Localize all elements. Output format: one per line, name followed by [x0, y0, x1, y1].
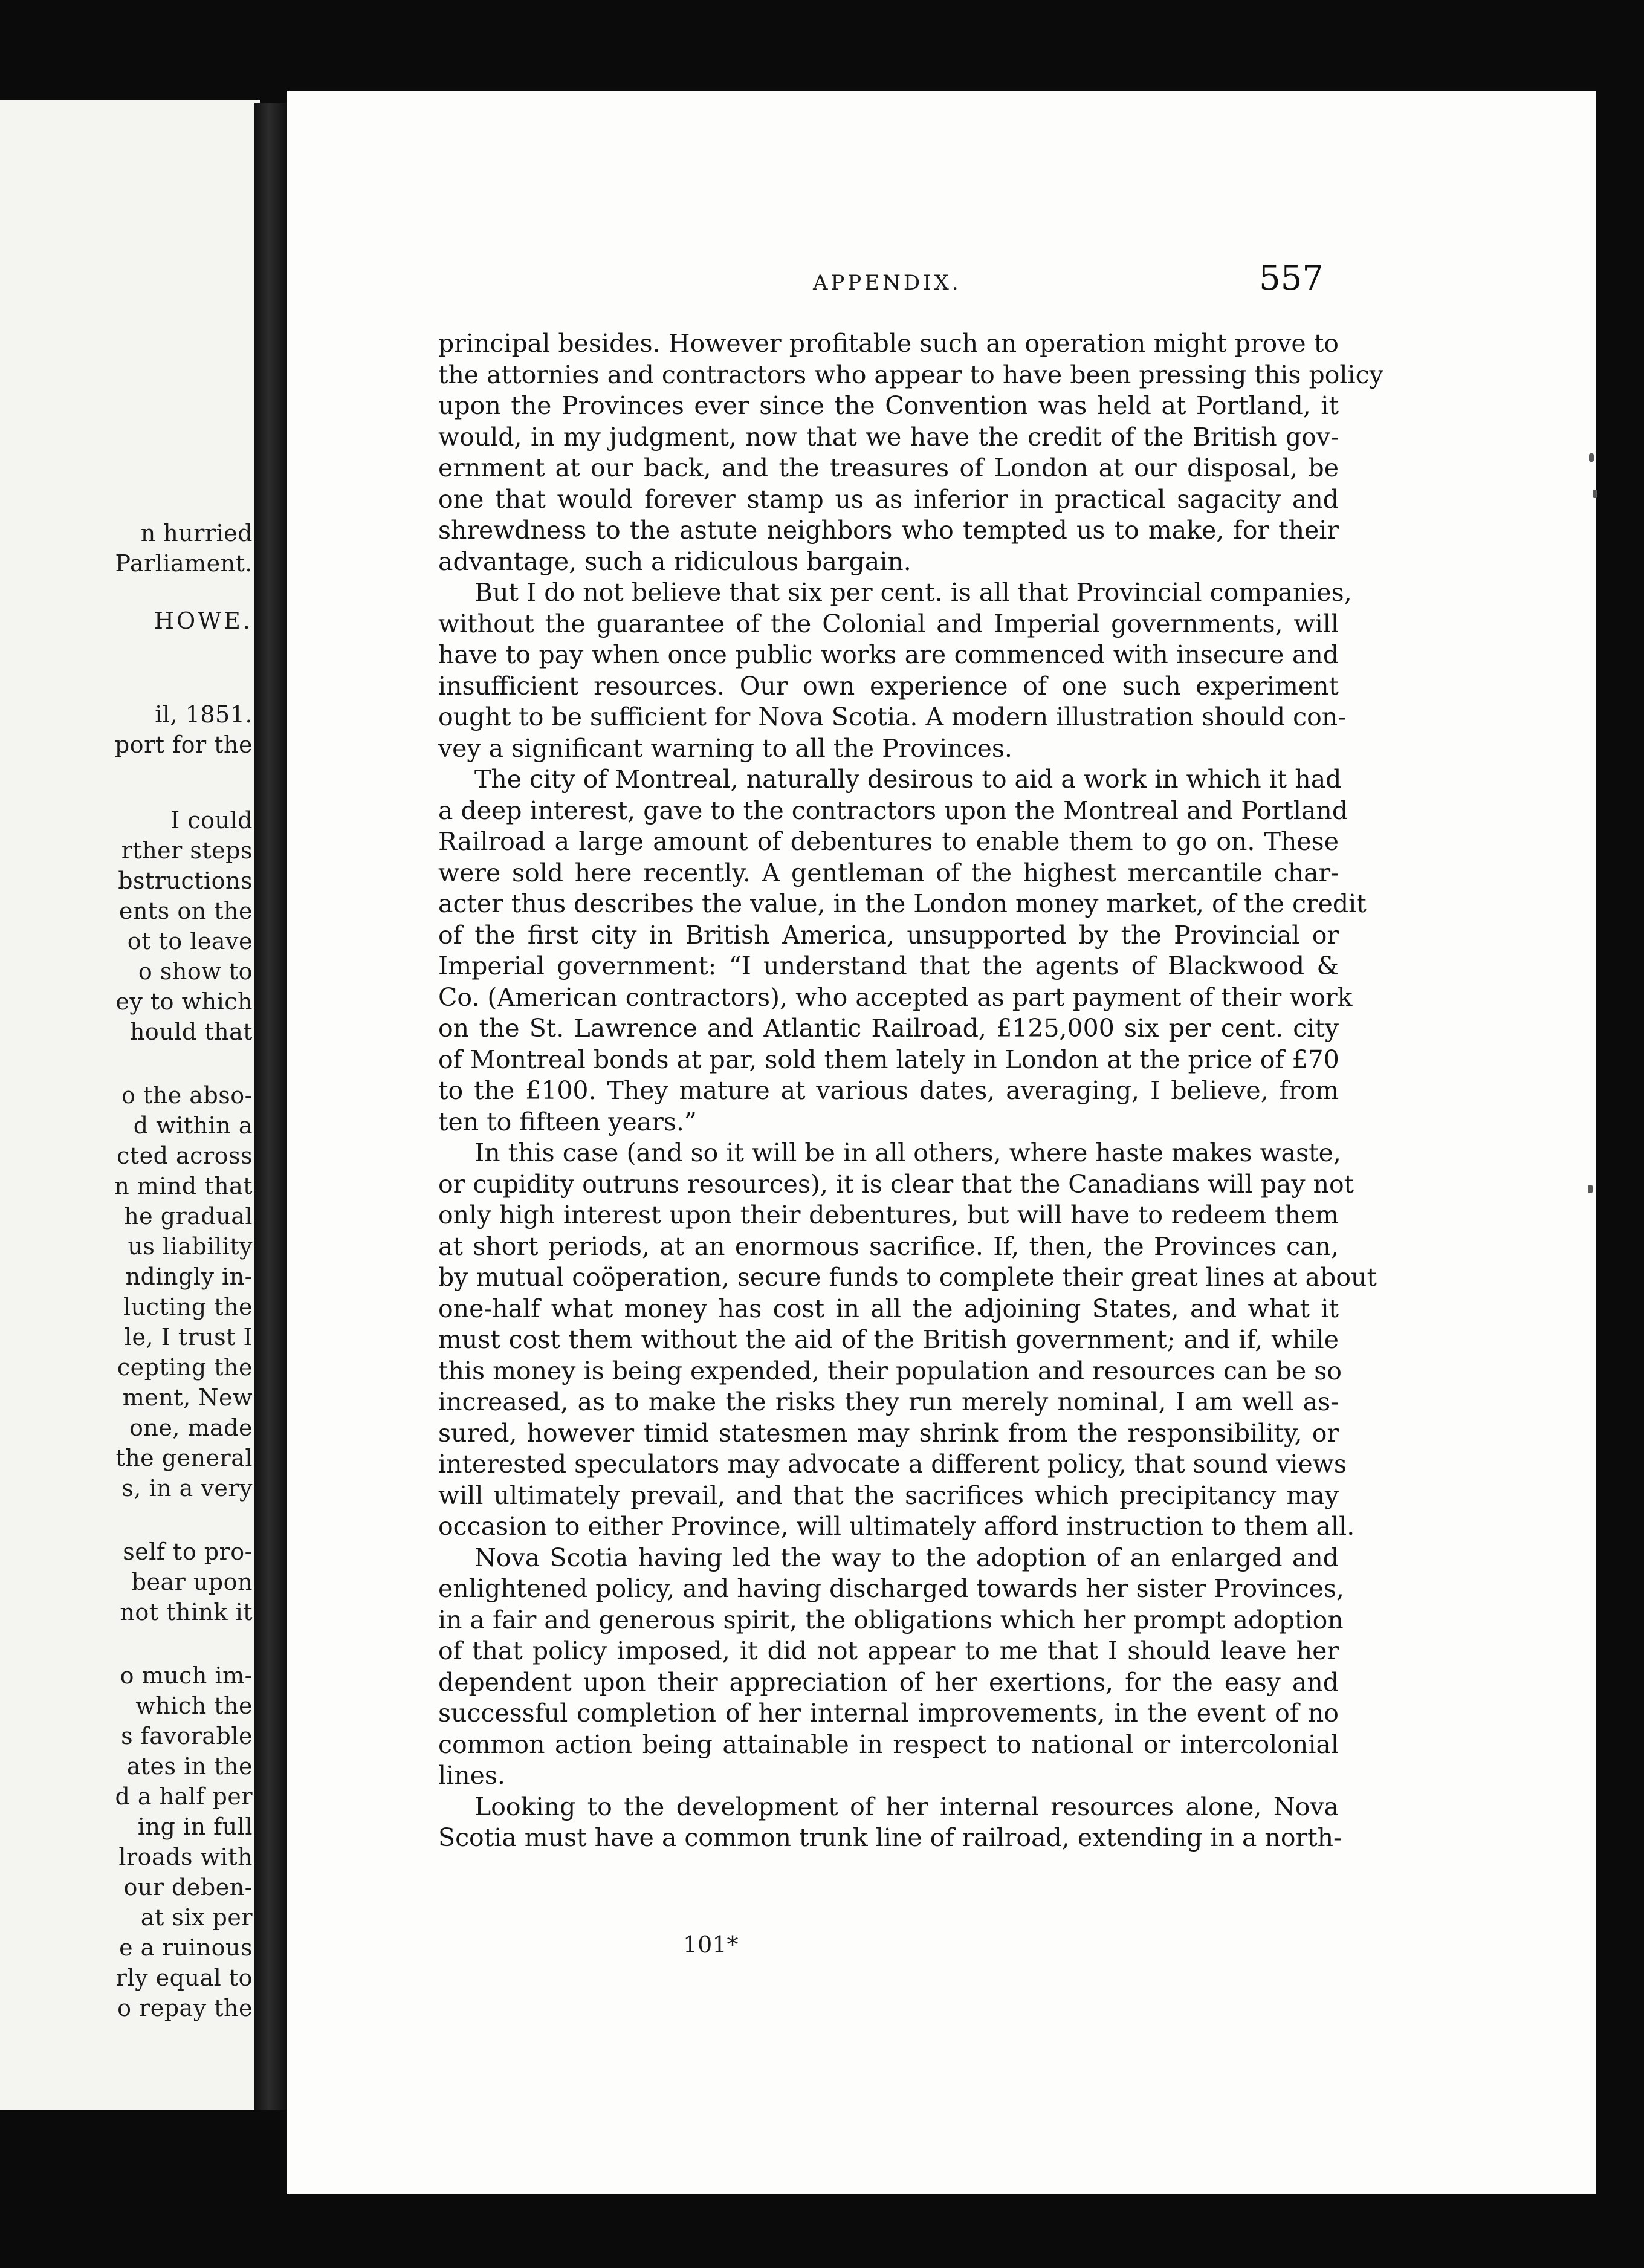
text-line: advantage, such a ridiculous bargain. — [438, 546, 911, 576]
text-line: dependent upon their appreciation of her exertions, for the easy and — [438, 1667, 1339, 1697]
left-line: one, made — [129, 1414, 253, 1441]
left-line: lroads with — [118, 1844, 253, 1870]
left-line: ot to leave — [127, 928, 253, 954]
left-line: our deben- — [123, 1874, 253, 1900]
text-line: will ultimately prevail, and that the sacrifices which precipitancy may — [438, 1480, 1339, 1510]
left-line: ates in the — [126, 1753, 253, 1780]
left-line: rly equal to — [115, 1965, 253, 1991]
text-line: Imperial government: “I understand that the agents of Blackwood & — [438, 951, 1339, 980]
text-line: interested speculators may advocate a different policy, that sound views — [438, 1450, 1347, 1479]
edge-speck — [1593, 490, 1597, 498]
left-line: he gradual — [124, 1203, 253, 1230]
text-line: upon the Provinces ever since the Convention was held at Portland, it — [438, 391, 1339, 420]
text-line: vey a significant warning to all the Provinces. — [438, 733, 1012, 763]
left-line: il, 1851. — [155, 701, 253, 728]
text-line: The city of Montreal, naturally desirous to aid a work in which it had — [474, 765, 1342, 794]
left-line: hould that — [129, 1019, 253, 1045]
left-line: d within a — [133, 1112, 253, 1139]
text-line: or cupidity outruns resources), it is clear that the Canadians will pay not — [438, 1169, 1354, 1199]
book-gutter — [254, 103, 287, 2110]
text-line: Railroad a large amount of debentures to enable them to go on. These — [438, 827, 1339, 856]
left-line: le, I trust I — [124, 1324, 253, 1350]
left-line: ment, New — [122, 1384, 253, 1411]
text-line: one that would forever stamp us as inferior in practical sagacity and — [438, 484, 1339, 514]
text-line: sured, however timid statesmen may shrink from the responsibility, or — [438, 1418, 1339, 1448]
left-line: o repay the — [117, 1995, 253, 2021]
left-line: Parliament. — [115, 550, 253, 577]
left-line: us liability — [128, 1233, 253, 1260]
left-line: ey to which — [115, 988, 253, 1015]
text-line: at short periods, at an enormous sacrifice. If, then, the Provinces can, — [438, 1231, 1339, 1261]
left-line: the general — [115, 1445, 253, 1471]
text-line: must cost them without the aid of the British government; and if, while — [438, 1325, 1339, 1354]
left-line: which the — [135, 1693, 253, 1719]
left-line: port for the — [114, 731, 253, 758]
text-line: without the guarantee of the Colonial and Imperial governments, will — [438, 609, 1339, 638]
text-line: increased, as to make the risks they run merely nominal, I am well as- — [438, 1387, 1339, 1416]
text-line: in a fair and generous spirit, the obligations which her prompt adoption — [438, 1605, 1344, 1635]
text-line: the attornies and contractors who appear to have been pressing this policy — [438, 360, 1383, 389]
left-line: at six per — [140, 1904, 253, 1931]
text-line: principal besides. However profitable such an operation might prove to — [438, 329, 1339, 358]
left-line: s, in a very — [121, 1475, 253, 1502]
left-line: HOWE. — [154, 608, 253, 634]
text-line: only high interest upon their debentures, but will have to redeem them — [438, 1200, 1339, 1230]
text-line: were sold here recently. A gentleman of the highest mercantile char- — [438, 858, 1339, 887]
left-line: s favorable — [121, 1723, 253, 1749]
left-line: self to pro- — [123, 1538, 253, 1565]
text-line: one-half what money has cost in all the adjoining States, and what it — [438, 1294, 1339, 1323]
left-line: rther steps — [121, 837, 253, 864]
text-line: on the St. Lawrence and Atlantic Railroad, £125,000 six per cent. city — [438, 1014, 1339, 1043]
text-line: would, in my judgment, now that we have the credit of the British gov- — [438, 422, 1339, 452]
left-line: not think it — [120, 1599, 253, 1625]
left-line: e a ruinous — [119, 1934, 253, 1961]
left-page — [0, 100, 260, 2110]
text-line: successful completion of her internal improvements, in the event of no — [438, 1699, 1339, 1728]
text-line: Co. (American contractors), who accepted as part payment of their work — [438, 982, 1353, 1012]
text-line: of the first city in British America, unsupported by the Provincial or — [438, 920, 1339, 950]
signature-mark: 101* — [683, 1931, 739, 1958]
left-line: cepting the — [117, 1354, 253, 1381]
left-line: ing in full — [137, 1813, 253, 1840]
text-line: lines. — [438, 1761, 505, 1790]
left-line: ents on the — [119, 898, 253, 924]
text-line: Looking to the development of her internal resources alone, Nova — [474, 1792, 1339, 1821]
text-line: by mutual coöperation, secure funds to complete their great lines at about — [438, 1263, 1377, 1292]
text-line: Scotia must have a common trunk line of railroad, extending in a north- — [438, 1823, 1342, 1852]
left-line: I could — [170, 807, 253, 834]
text-line: ten to fifteen years.” — [438, 1107, 697, 1136]
left-line: d a half per — [115, 1783, 253, 1810]
text-line: of Montreal bonds at par, sold them lately in London at the price of £70 — [438, 1045, 1339, 1074]
text-line: In this case (and so it will be in all others, where haste makes waste, — [474, 1138, 1341, 1167]
left-line: bstructions — [118, 867, 253, 894]
text-line: have to pay when once public works are commenced with insecure and — [438, 640, 1339, 669]
page-number: 557 — [1259, 259, 1324, 298]
text-line: common action being attainable in respect to national or intercolonial — [438, 1729, 1339, 1759]
page-edge-marks — [1587, 339, 1605, 1245]
text-line: ought to be sufficient for Nova Scotia. A modern illustration should con- — [438, 702, 1347, 731]
text-line: shrewdness to the astute neighbors who tempted us to make, for their — [438, 516, 1339, 545]
text-line: ernment at our back, and the treasures of London at our disposal, be — [438, 453, 1339, 482]
left-line: o much im- — [120, 1662, 253, 1689]
text-line: enlightened policy, and having discharged towards her sister Provinces, — [438, 1574, 1345, 1603]
text-line: this money is being expended, their population and resources can be so — [438, 1356, 1342, 1385]
text-line: to the £100. They mature at various dates, averaging, I believe, from — [438, 1076, 1339, 1105]
left-line: cted across — [117, 1142, 253, 1169]
page-body — [438, 328, 1383, 1854]
text-line: But I do not believe that six per cent. is all that Provincial companies, — [474, 578, 1352, 607]
left-line: n mind that — [114, 1173, 253, 1199]
text-line: occasion to either Province, will ultimately afford instruction to them all. — [438, 1512, 1355, 1541]
text-line: insufficient resources. Our own experience of one such experiment — [438, 671, 1339, 701]
text-line: Nova Scotia having led the way to the adoption of an enlarged and — [474, 1543, 1339, 1572]
left-line: o the abso- — [121, 1082, 253, 1109]
edge-speck — [1588, 1185, 1593, 1193]
left-line: o show to — [138, 958, 253, 985]
left-line: ndingly in- — [125, 1263, 253, 1290]
text-line: of that policy imposed, it did not appear to me that I should leave her — [438, 1636, 1339, 1665]
text-line: acter thus describes the value, in the London money market, of the credit — [438, 889, 1367, 918]
left-line: n hurried — [140, 520, 253, 546]
edge-speck — [1589, 453, 1594, 462]
text-line: a deep interest, gave to the contractors upon the Montreal and Portland — [438, 795, 1348, 825]
page-header — [526, 259, 1324, 307]
running-head: APPENDIX. — [813, 271, 962, 295]
left-line: bear upon — [131, 1569, 253, 1595]
left-line: lucting the — [123, 1294, 253, 1320]
